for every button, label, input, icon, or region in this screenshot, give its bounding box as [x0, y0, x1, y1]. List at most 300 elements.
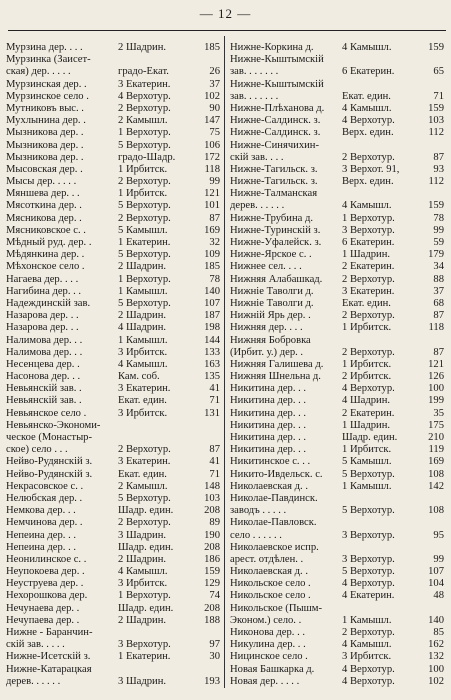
- place-name: Нижне-Тагильск. з.: [230, 163, 318, 175]
- page-reference: 71: [209, 468, 220, 480]
- index-entry: [6, 676, 220, 688]
- place-name: Николаевская д. .: [230, 480, 308, 492]
- page-reference: 163: [204, 358, 220, 370]
- page-reference: 185: [204, 261, 220, 273]
- page-reference: 172: [204, 151, 220, 163]
- place-name: Мызникова дер. .: [6, 127, 84, 139]
- page-reference: 75: [209, 127, 220, 139]
- page-reference: 32: [209, 237, 220, 248]
- place-name: Невьянское село .: [6, 407, 87, 419]
- place-name: Никольское село .: [230, 590, 311, 602]
- place-name: ское) село . . .: [6, 444, 68, 456]
- district-code: 2 Верхотур.: [342, 273, 395, 285]
- district-code: 2 Верхотур.: [118, 102, 171, 114]
- page-reference: 210: [428, 432, 444, 443]
- page-reference: 107: [204, 297, 220, 309]
- page-reference: 26: [209, 66, 220, 78]
- district-code: 2 Шадрин.: [118, 261, 167, 273]
- index-entry: [230, 420, 444, 432]
- place-name: Мутниковъ выс. .: [6, 102, 84, 114]
- page-reference: 179: [428, 249, 444, 261]
- index-entry: [6, 627, 220, 639]
- district-code: 5 Верхотур.: [118, 492, 171, 504]
- page-reference: 188: [204, 614, 220, 626]
- index-entry: [230, 335, 444, 347]
- index-entry: [230, 115, 444, 127]
- place-name: Нижне-Исетскій з.: [6, 651, 91, 663]
- index-entry: [6, 335, 220, 347]
- district-code: 1 Екатерин.: [118, 651, 171, 663]
- page-reference: 132: [428, 651, 444, 663]
- page-reference: 37: [209, 78, 220, 90]
- place-name: Неупокоева дер. .: [6, 566, 85, 578]
- index-entry: [6, 274, 220, 286]
- page-reference: 48: [433, 590, 444, 602]
- page-number: — 12 —: [199, 6, 252, 21]
- place-name: Мурзинка (Заисет-: [6, 54, 91, 66]
- district-code: градо-Екат.: [118, 66, 169, 78]
- index-entry: [6, 213, 220, 225]
- district-code: 2 Верхотур.: [118, 444, 171, 456]
- district-code: 3 Ирбитск.: [118, 407, 168, 419]
- page-reference: 159: [428, 42, 444, 53]
- index-entry: [230, 42, 444, 54]
- place-name: Надеждинскій зав.: [6, 297, 91, 309]
- page-reference: 129: [204, 578, 220, 590]
- page-reference: 208: [204, 505, 220, 517]
- district-code: 5 Верхотур.: [342, 566, 395, 578]
- page-reference: 103: [428, 115, 444, 127]
- index-entry: [230, 79, 444, 91]
- place-name: Никитина дер. . .: [230, 407, 307, 419]
- page-reference: 147: [204, 115, 220, 127]
- index-entry: [6, 578, 220, 590]
- district-code: 2 Екатерин.: [342, 261, 395, 273]
- place-name: Непеина дер. . .: [6, 541, 77, 553]
- district-code: 4 Верхотур.: [342, 383, 395, 395]
- index-entry: [230, 566, 444, 578]
- page-reference: 208: [204, 602, 220, 614]
- place-name: Нижне-Ярское с. .: [230, 249, 312, 261]
- index-entry: [230, 225, 444, 237]
- place-name: Новая дер. . . . .: [230, 675, 300, 687]
- place-name: Никитина дер. . .: [230, 432, 307, 443]
- district-code: 2 Шадрин.: [118, 614, 167, 626]
- district-code: 4 Екатерин.: [342, 590, 395, 602]
- index-entry: [6, 249, 220, 261]
- place-name: Николае-Павловск.: [230, 517, 317, 529]
- index-entry: [230, 310, 444, 322]
- place-name: Нижне-Салдинск. з.: [230, 127, 321, 139]
- page-reference: 41: [209, 383, 220, 395]
- district-code: 1 Верхотур.: [118, 273, 171, 285]
- page-reference: 85: [433, 627, 444, 638]
- page-reference: 126: [428, 371, 444, 383]
- place-name: Нижне-Салдинск. з.: [230, 115, 321, 127]
- place-name: Нижне-Туринскій з.: [230, 224, 321, 236]
- index-entry: [6, 469, 220, 481]
- page-reference: 101: [204, 200, 220, 212]
- page-reference: 102: [204, 90, 220, 102]
- place-name: Некрасовское с. .: [6, 480, 84, 492]
- index-entry: [6, 371, 220, 383]
- district-code: Шадр. един.: [342, 432, 398, 443]
- place-name: Мысовская дер. .: [6, 163, 83, 175]
- page-reference: 100: [428, 663, 444, 675]
- index-entry: [230, 408, 444, 420]
- page-reference: 65: [433, 66, 444, 78]
- place-name: заводъ . . . . .: [230, 505, 287, 517]
- index-entry: [230, 359, 444, 371]
- place-name: село . . . . . .: [230, 529, 282, 541]
- district-code: 3 Верхотур.: [342, 224, 395, 236]
- index-entry: [6, 517, 220, 529]
- index-entry: [6, 481, 220, 493]
- index-entry: [230, 286, 444, 298]
- district-code: 4 Верхотур.: [342, 578, 395, 590]
- index-entry: [230, 66, 444, 78]
- index-entry: [6, 225, 220, 237]
- index-entry: [230, 395, 444, 407]
- place-name: Мяншева дер. . .: [6, 188, 80, 200]
- place-name: Мясникова дер. .: [6, 212, 82, 224]
- page-reference: 109: [204, 249, 220, 261]
- index-entry: [230, 371, 444, 383]
- page-reference: 112: [428, 127, 444, 139]
- district-code: 1 Ирбитск.: [342, 444, 392, 456]
- place-name: Никитина дер. . .: [230, 444, 307, 456]
- index-entry: [230, 493, 444, 505]
- page-reference: 187: [204, 310, 220, 322]
- page-reference: 99: [433, 224, 444, 236]
- place-name: Мызникова дер. .: [6, 151, 84, 163]
- index-entry: [6, 383, 220, 395]
- place-name: Никитина дер. . .: [230, 383, 307, 395]
- index-entry: [230, 188, 444, 200]
- index-entry: [6, 566, 220, 578]
- page-reference: 133: [204, 346, 220, 358]
- district-code: 2 Верхотур.: [118, 176, 171, 188]
- place-name: Никитина дер. . .: [230, 395, 307, 407]
- page-reference: 119: [428, 444, 444, 456]
- index-entry: [6, 639, 220, 651]
- district-code: 1 Камышл.: [342, 480, 392, 492]
- place-name: Насонова дер. . .: [6, 371, 81, 383]
- page-reference: 103: [204, 492, 220, 504]
- page-reference: 118: [428, 322, 444, 334]
- place-name: Нижне-Кыштымскій: [230, 54, 324, 66]
- place-name: Невьянскій зав. .: [6, 395, 82, 407]
- district-code: 3 Верхотур.: [118, 639, 171, 651]
- page-reference: 159: [428, 102, 444, 114]
- place-name: Налимова дер. . .: [6, 346, 83, 358]
- index-entry: [6, 286, 220, 298]
- district-code: 5 Верхотур.: [342, 468, 395, 480]
- place-name: Нейво-Рудянскій з.: [6, 468, 93, 480]
- place-name: Мурзинская дер. .: [6, 78, 87, 90]
- index-entry: [6, 188, 220, 200]
- index-entry: [6, 176, 220, 188]
- district-code: 1 Шадрин.: [342, 419, 391, 431]
- page-reference: 87: [209, 212, 220, 224]
- district-code: 3 Ирбитск.: [118, 578, 168, 590]
- district-code: 5 Верхотур.: [118, 249, 171, 261]
- district-code: 3 Шадрин.: [118, 675, 167, 687]
- index-entry: [230, 627, 444, 639]
- district-code: 3 Верхотур.: [342, 553, 395, 565]
- page-reference: 87: [433, 346, 444, 358]
- page-reference: 89: [209, 517, 220, 529]
- place-name: (Ирбит. у.) дер. .: [230, 346, 304, 358]
- left-column: [6, 42, 220, 688]
- index-entry: [230, 237, 444, 249]
- index-entry: [230, 542, 444, 554]
- place-name: Мызникова дер. .: [6, 139, 84, 151]
- place-name: Нижняя Галишева д.: [230, 358, 324, 370]
- index-entry: [6, 298, 220, 310]
- district-code: 4 Камышл.: [342, 102, 392, 114]
- index-entry: [230, 676, 444, 688]
- place-name: Мухлынина дер. .: [6, 115, 86, 127]
- page-reference: 35: [433, 407, 444, 419]
- index-entry: [6, 420, 220, 432]
- place-name: Нагаева дер. . . .: [6, 273, 79, 285]
- district-code: 1 Екатерин.: [118, 237, 171, 248]
- index-entry: [230, 456, 444, 468]
- place-name: Нижне-Кыштымскій: [230, 78, 324, 90]
- page-reference: 71: [433, 90, 444, 102]
- page-reference: 90: [209, 102, 220, 114]
- district-code: Кам. соб.: [118, 371, 160, 383]
- district-code: 4 Камышл.: [118, 358, 168, 370]
- place-name: Нижніе Таволги д.: [230, 285, 314, 297]
- index-entry: [6, 261, 220, 273]
- district-code: 2 Верхотур.: [118, 212, 171, 224]
- district-code: 2 Верхотур.: [118, 517, 171, 529]
- page-reference: 131: [204, 407, 220, 419]
- district-code: 1 Камышл.: [342, 614, 392, 626]
- district-code: 2 Верхотур.: [342, 627, 395, 638]
- place-name: Мясниковское с. .: [6, 224, 86, 236]
- index-entry: [230, 127, 444, 139]
- district-code: 4 Шадрин.: [342, 395, 391, 407]
- page-reference: 107: [428, 566, 444, 578]
- place-name: Мясоткина дер. .: [6, 200, 82, 212]
- place-name: Непеина дер. . .: [6, 529, 77, 541]
- place-name: Немчинова дер. .: [6, 517, 83, 529]
- place-name: Нейво-Рудянскій з.: [6, 456, 93, 468]
- district-code: 6 Екатерин.: [342, 66, 395, 78]
- district-code: Екат. един.: [118, 468, 167, 480]
- page-reference: 162: [428, 639, 444, 651]
- place-name: ская) дер. . . . .: [6, 66, 71, 78]
- district-code: 5 Верхотур.: [118, 297, 171, 309]
- page-reference: 175: [428, 419, 444, 431]
- district-code: 4 Верхотур.: [342, 663, 395, 675]
- place-name: Новая Башкарка д.: [230, 663, 315, 675]
- right-column: [230, 42, 444, 688]
- place-name: Нижняя дер. . . .: [230, 322, 303, 334]
- place-name: Неонилинское с. .: [6, 553, 87, 565]
- place-name: Нижне-Синячихин-: [230, 139, 319, 151]
- page-reference: 169: [204, 224, 220, 236]
- place-name: Мурзинское село .: [6, 90, 89, 102]
- district-code: 2 Верхотур.: [342, 310, 395, 322]
- index-entry: [6, 200, 220, 212]
- district-code: 2 Камышл.: [118, 115, 168, 127]
- place-name: Нижне-Талманская: [230, 188, 318, 200]
- place-name: зав. . . . . . .: [230, 90, 279, 102]
- place-name: Эконом.) село. .: [230, 614, 302, 626]
- district-code: 2 Екатерин.: [342, 407, 395, 419]
- page-reference: 186: [204, 553, 220, 565]
- district-code: Шадр. един.: [118, 541, 174, 553]
- page-reference: 108: [428, 468, 444, 480]
- index-entry: [230, 140, 444, 152]
- index-entry: [6, 444, 220, 456]
- index-entry: [6, 395, 220, 407]
- index-entry: [230, 200, 444, 212]
- place-name: Назарова дер. . .: [6, 310, 79, 322]
- place-name: Нижне-Тагильск. з.: [230, 176, 318, 188]
- index-entry: [230, 152, 444, 164]
- district-code: 1 Шадрин.: [342, 249, 391, 261]
- district-code: 1 Ирбитск.: [118, 163, 168, 175]
- page-reference: 190: [204, 529, 220, 541]
- district-code: 3 Верхотур.: [342, 529, 395, 541]
- index-entry: [230, 615, 444, 627]
- index-entry: [230, 54, 444, 66]
- page-reference: 68: [433, 297, 444, 309]
- index-entry: [6, 554, 220, 566]
- page-reference: 104: [428, 578, 444, 590]
- place-name: Николаевская д. .: [230, 566, 308, 578]
- index-entry: [6, 127, 220, 139]
- place-name: Неуструева дер. .: [6, 578, 84, 590]
- place-name: Нечупаева дер. .: [6, 614, 80, 626]
- index-entry: [6, 603, 220, 615]
- district-code: 5 Камышл.: [118, 224, 168, 236]
- place-name: Нечунаева дер. .: [6, 602, 80, 614]
- district-code: 4 Камышл.: [342, 200, 392, 212]
- index-entry: [230, 432, 444, 444]
- index-entry: [6, 456, 220, 468]
- district-code: Екат. един.: [342, 297, 391, 309]
- place-name: Никитинское с. . .: [230, 456, 311, 468]
- index-entry: [230, 481, 444, 493]
- index-entry: [230, 249, 444, 261]
- district-code: 5 Верхотур.: [342, 505, 395, 517]
- index-entry: [230, 213, 444, 225]
- index-entry: [6, 347, 220, 359]
- district-code: 1 Камышл.: [118, 285, 168, 297]
- index-entry: [230, 505, 444, 517]
- page-reference: 148: [204, 480, 220, 492]
- district-code: 3 Екатерин.: [118, 383, 171, 395]
- place-name: Никито-Ивдельск. с.: [230, 468, 323, 480]
- place-name: Нижнее сел. . . .: [230, 261, 302, 273]
- district-code: 1 Ирбитск.: [342, 358, 392, 370]
- index-entry: [230, 91, 444, 103]
- place-name: Нижняя Бобровка: [230, 334, 311, 346]
- place-name: Невьянско-Экономи-: [6, 419, 101, 431]
- index-entry: [6, 103, 220, 115]
- district-code: Верх. един.: [342, 127, 394, 139]
- page-reference: 93: [433, 163, 444, 175]
- place-name: Невьянскій зав. .: [6, 383, 82, 395]
- district-code: 2 Верхотур.: [342, 151, 395, 163]
- page-reference: 159: [428, 200, 444, 212]
- page-reference: 37: [433, 285, 444, 297]
- page-reference: 59: [433, 237, 444, 248]
- index-entry: [230, 469, 444, 481]
- place-name: дерев. . . . . .: [230, 200, 285, 212]
- place-name: скій зав. . . . .: [6, 639, 65, 651]
- page-reference: 78: [209, 273, 220, 285]
- index-entry: [230, 554, 444, 566]
- index-entry: [6, 140, 220, 152]
- district-code: Верх. един.: [342, 176, 394, 188]
- place-name: Назарова дер. . .: [6, 322, 79, 334]
- place-name: Нижняя Алабашкад.: [230, 273, 323, 285]
- district-code: 3 Верхот. 91,: [342, 163, 400, 175]
- index-entry: [6, 54, 220, 66]
- index-entry: [6, 493, 220, 505]
- place-name: Мурзина дер. . . .: [6, 42, 83, 53]
- page-reference: 144: [204, 334, 220, 346]
- index-entry: [230, 103, 444, 115]
- district-code: градо-Шадр.: [118, 151, 176, 163]
- place-name: Нижне-Уфалейск. з.: [230, 237, 322, 248]
- page-reference: 99: [209, 176, 220, 188]
- place-name: Николаевское испр.: [230, 541, 319, 553]
- district-code: 4 Камышл.: [118, 566, 168, 578]
- index-entry: [230, 274, 444, 286]
- district-code: 5 Верхотур.: [118, 139, 171, 151]
- index-entry: [6, 615, 220, 627]
- page-reference: 185: [204, 42, 220, 53]
- page-reference: 106: [204, 139, 220, 151]
- page-reference: 121: [428, 358, 444, 370]
- page-reference: 108: [428, 505, 444, 517]
- district-code: 4 Камышл.: [342, 639, 392, 651]
- place-name: арест. отдѣлен. .: [230, 553, 304, 565]
- district-code: 4 Шадрин.: [118, 322, 167, 334]
- page-reference: 97: [209, 639, 220, 651]
- index-entry: [6, 66, 220, 78]
- index-entry: [230, 517, 444, 529]
- district-code: 1 Верхотур.: [342, 212, 395, 224]
- index-entry: [6, 322, 220, 334]
- index-entry: [6, 42, 220, 54]
- district-code: Шадр. един.: [118, 602, 174, 614]
- district-code: 4 Камышл.: [342, 42, 392, 53]
- place-name: Нелюбская дер. .: [6, 492, 83, 504]
- district-code: 3 Екатерин.: [342, 285, 395, 297]
- place-name: Нижне-Коркина д.: [230, 42, 314, 53]
- header-rule: [8, 30, 446, 31]
- index-entry: [6, 432, 220, 444]
- page-reference: 102: [428, 675, 444, 687]
- index-entry: [6, 115, 220, 127]
- place-name: Нижній Ярь дер. .: [230, 310, 311, 322]
- district-code: 4 Верхотур.: [342, 115, 395, 127]
- place-name: Мысы дер. . . . .: [6, 176, 77, 188]
- place-name: Нехорошкова дер.: [6, 590, 88, 602]
- district-code: 6 Екатерин.: [342, 237, 395, 248]
- page-reference: 87: [209, 444, 220, 456]
- index-entry: [230, 298, 444, 310]
